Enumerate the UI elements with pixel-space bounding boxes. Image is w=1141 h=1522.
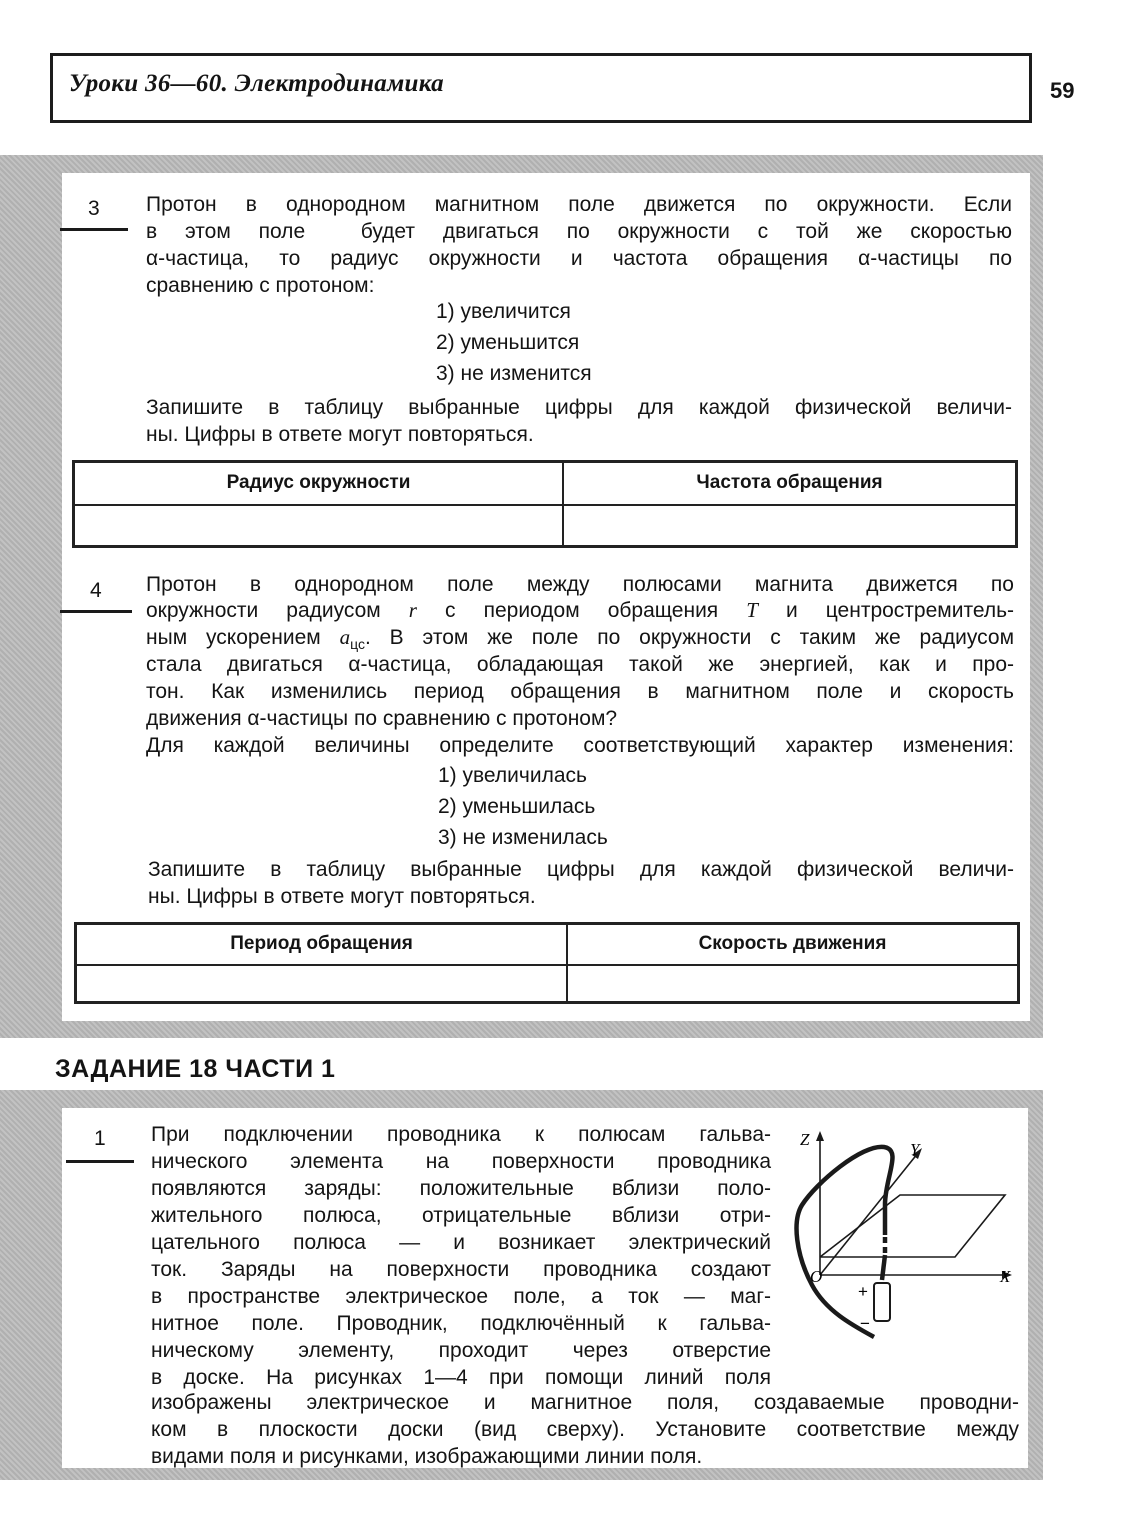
task-number: 3 (88, 197, 100, 220)
text-line: в пространстве электрическое поле, а ток — маг- (151, 1285, 771, 1308)
text-line: При подключении проводника к полюсам гальва- (151, 1123, 771, 1146)
text-line: нитное поле. Проводник, подключённый к гальва- (151, 1312, 771, 1335)
instruction-line: Запишите в таблицу выбранные цифры для каждой физической величи- (146, 396, 1012, 419)
text-line: появляются заряды: положительные вблизи поло- (151, 1177, 771, 1200)
header-title: Уроки 36—60. Электродинамика (69, 70, 444, 97)
text-run: и центростремитель- (757, 599, 1014, 622)
variable-r: r (408, 598, 417, 622)
text-run: . В этом же поле по окружности с таким же радиусом (364, 626, 1015, 649)
text-line: ническому элементу, проходит через отверстие (151, 1339, 771, 1362)
text-line: Протон в однородном поле между полюсами магнита движется по (146, 573, 1014, 596)
text-run: с периодом обращения (416, 599, 747, 622)
table-header: Скорость движения (567, 924, 1019, 965)
axis-label-origin: O (810, 1267, 823, 1286)
text-line: стала двигаться α-частица, обладающая такой же энергией, как и про- (146, 653, 1014, 676)
section-title: ЗАДАНИЕ 18 ЧАСТИ 1 (55, 1055, 336, 1083)
text-line: в доске. На рисунках 1—4 при помощи линий поля (151, 1366, 771, 1389)
page-number: 59 (1050, 78, 1075, 103)
variable-a: a (339, 625, 351, 649)
text-line: α-частица, то радиус окружности и частота обращения α-частицы по (146, 247, 1012, 270)
text-run: ным ускорением (146, 626, 340, 649)
instruction-line: ны. Цифры в ответе могут повторяться. (148, 885, 536, 908)
text-line: тон. Как изменились период обращения в магнитном поле и скорость (146, 680, 1014, 703)
answer-option: 2) уменьшилась (438, 795, 596, 818)
instruction-line: Запишите в таблицу выбранные цифры для каждой физической величи- (148, 858, 1014, 881)
axis-label-x: X (1000, 1267, 1011, 1286)
table-header: Частота обращения (563, 462, 1017, 505)
plus-terminal-label: + (858, 1282, 868, 1301)
answer-option: 2) уменьшится (436, 331, 580, 354)
axis-label-y: Y (910, 1140, 920, 1159)
text-line: жительного полюса, отрицательные вблизи отри- (151, 1204, 771, 1227)
galvanic-cell (874, 1283, 890, 1321)
running-header (50, 53, 1032, 123)
answer-option: 1) увеличилась (438, 764, 587, 787)
text-line: движения α-частицы по сравнению с протоном? (146, 707, 618, 730)
conductor-board-figure (790, 1125, 1030, 1365)
answer-cell[interactable] (76, 965, 568, 1003)
task-underline (60, 610, 132, 613)
task-number: 4 (90, 579, 102, 602)
answer-cell[interactable] (567, 965, 1019, 1003)
table-header: Радиус окружности (74, 462, 564, 505)
text-line: нического элемента на поверхности проводника (151, 1150, 771, 1173)
answer-option: 3) не изменилась (438, 826, 608, 849)
conductor-wire (797, 1147, 893, 1337)
subscript: цс (350, 636, 365, 652)
answer-option: 3) не изменится (436, 362, 592, 385)
text-line: изображены электрическое и магнитное поля, создаваемые проводни- (151, 1391, 1019, 1414)
table-header: Период обращения (76, 924, 568, 965)
task-underline (60, 228, 128, 231)
minus-terminal-label: − (860, 1314, 870, 1333)
instruction-line: ны. Цифры в ответе могут повторяться. (146, 423, 534, 446)
task-number: 1 (94, 1127, 106, 1150)
text-line: ток. Заряды на поверхности проводника создают (151, 1258, 771, 1281)
answer-table (72, 460, 1018, 548)
axis-label-z: Z (800, 1130, 810, 1149)
task-underline (66, 1160, 134, 1163)
answer-option: 1) увеличится (436, 300, 571, 323)
variable-T: T (746, 598, 758, 622)
board-plane (820, 1195, 1005, 1257)
text-line (146, 597, 1014, 624)
answer-cell[interactable] (74, 505, 564, 547)
text-line: цательного полюса — и возникает электрический (151, 1231, 771, 1254)
answer-cell[interactable] (563, 505, 1017, 547)
text-line: видами поля и рисунками, изображающими линии поля. (151, 1445, 703, 1468)
text-line: в этом поле будет двигаться по окружности с той же скоростью (146, 220, 1012, 243)
answer-table (74, 922, 1020, 1004)
text-line: сравнению с протоном: (146, 274, 375, 297)
text-line: ком в плоскости доски (вид сверху). Установите соответствие между (151, 1418, 1019, 1441)
text-line: Протон в однородном магнитном поле движется по окружности. Если (146, 193, 1012, 216)
z-arrowhead (816, 1131, 824, 1141)
wire-segment (882, 1255, 885, 1280)
text-line: Для каждой величины определите соответствующий характер изменения: (146, 734, 1014, 757)
text-run: окружности радиусом (146, 599, 409, 622)
